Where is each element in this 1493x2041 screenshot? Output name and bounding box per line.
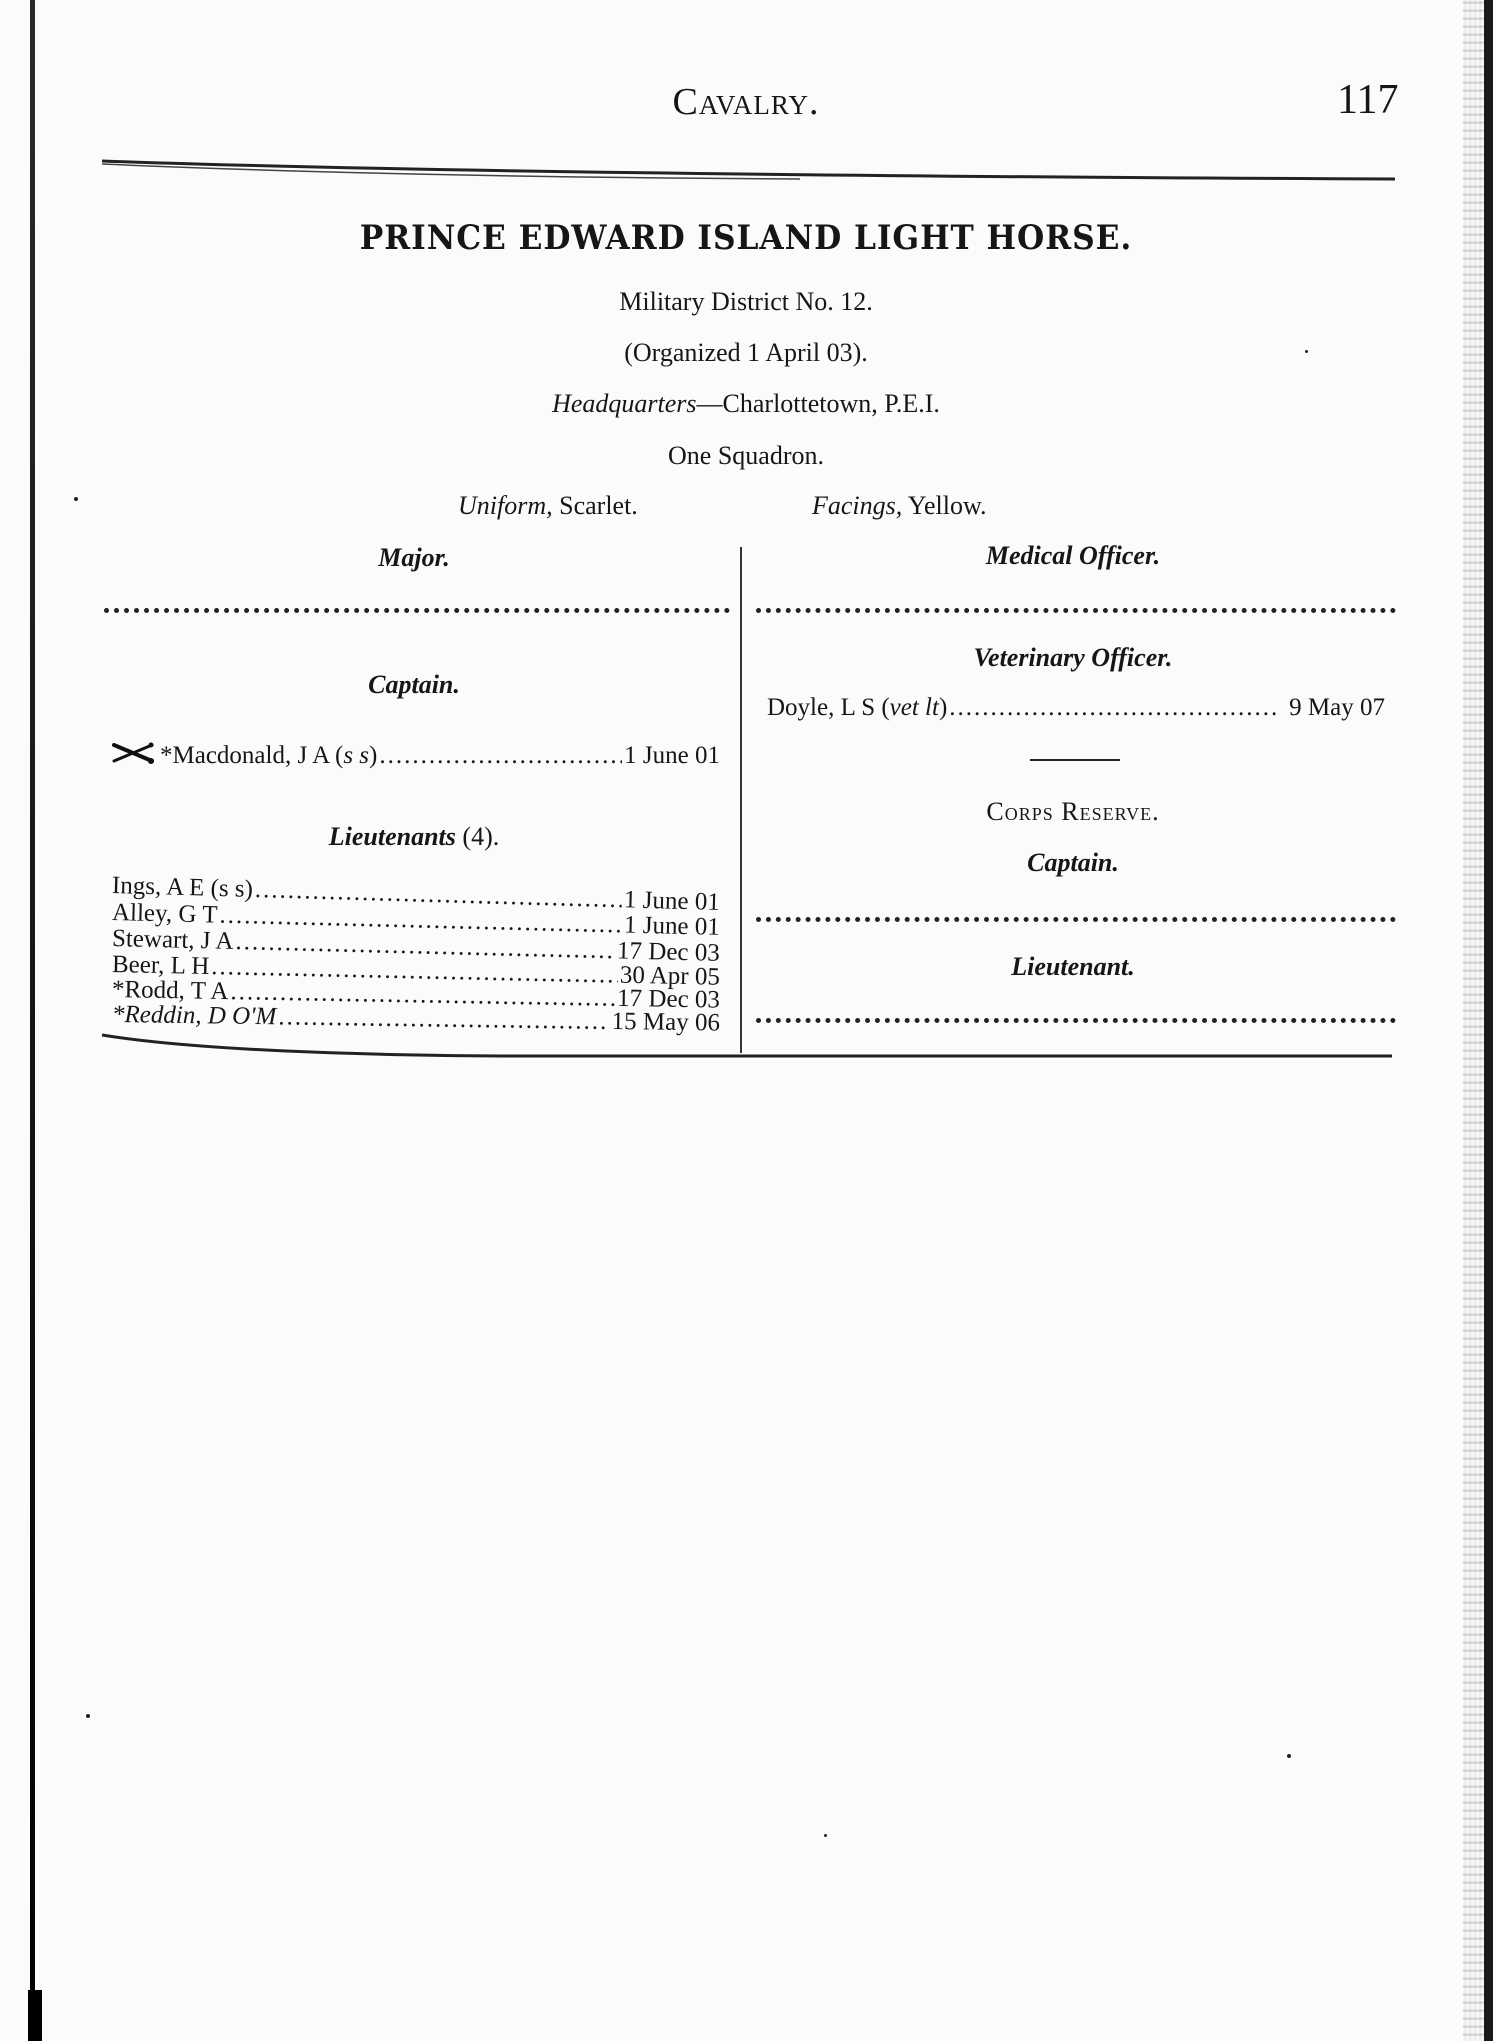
facings-label: Facings, [812,491,903,520]
leader-dots [379,742,622,770]
scan-speck [74,497,78,501]
lieutenant-date: 30 Apr 05 [619,961,721,991]
lieutenants-count: (4). [455,822,500,851]
page-right-edge [1484,0,1493,2041]
lieutenant-name: Stewart, J A [111,925,234,955]
lieutenant-date: 1 June 01 [623,911,721,941]
major-heading: Major. [378,543,450,572]
veterinary-officer-heading: Veterinary Officer. [973,643,1173,672]
page-number: 117 [1337,77,1399,123]
headquarters-label: Headquarters [552,389,697,418]
lieutenant-date: 15 May 06 [611,1007,721,1037]
headquarters-value: —Charlottetown, P.E.I. [696,389,940,418]
military-district: Military District No. 12. [619,287,873,316]
veterinary-name: Doyle, L S (vet lt) [767,694,948,721]
medical-vacant-dots [756,608,1396,613]
captain-heading: Captain. [368,670,460,699]
page-binding-edge-foot [28,1990,42,2041]
scan-speck [86,1714,90,1718]
lieutenant-name: Beer, L H [111,951,210,981]
squadron-count: One Squadron. [668,441,824,470]
medical-officer-heading: Medical Officer. [985,541,1161,570]
captain-name: *Macdonald, J A (s s) [160,742,378,769]
organized-date: (Organized 1 April 03). [624,338,868,367]
leader-dots [949,694,1277,722]
lieutenant-name: *Rodd, T A [111,976,229,1006]
running-head: Cavalry. [672,81,820,123]
reserve-lieutenant-vacant-dots [756,1018,1396,1023]
veterinary-entry [767,694,1385,722]
headquarters [552,389,940,419]
lieutenants-heading [329,822,499,852]
scan-speck [824,1834,827,1837]
lieutenant-date: 1 June 01 [623,886,721,916]
lieutenants-heading-label: Lieutenants [328,822,456,851]
corps-reserve-heading: Corps Reserve. [986,797,1160,826]
lieutenant-name: Ings, A E (s s) [111,872,254,903]
scan-speck [1287,1754,1291,1758]
facings-value: Yellow. [902,491,987,520]
reserve-captain-heading: Captain. [1027,848,1119,877]
uniform [458,491,638,521]
page-binding-edge [30,0,35,2041]
lieutenant-date: 17 Dec 03 [616,937,721,967]
veterinary-date: 9 May 07 [1289,694,1385,721]
crossed-swords-icon [112,742,156,769]
major-vacant-dots [104,608,730,613]
header-rule [100,155,1400,185]
section-separator [1030,759,1120,761]
uniform-value: Scarlet. [552,491,638,520]
column-divider [740,547,742,1053]
lieutenant-name: *Reddin, D O'M [111,1001,277,1031]
captain-entry [160,742,720,770]
facings [812,491,987,521]
scan-speck [1305,350,1308,353]
lieutenant-date: 17 Dec 03 [616,984,721,1014]
uniform-label: Uniform, [458,491,553,520]
footer-rule [100,1030,1400,1060]
lieutenant-name: Alley, G T [111,899,218,929]
captain-date: 1 June 01 [624,742,720,769]
reserve-lieutenant-heading: Lieutenant. [1011,952,1135,981]
reserve-captain-vacant-dots [756,917,1396,922]
regiment-title: PRINCE EDWARD ISLAND LIGHT HORSE. [359,218,1133,258]
